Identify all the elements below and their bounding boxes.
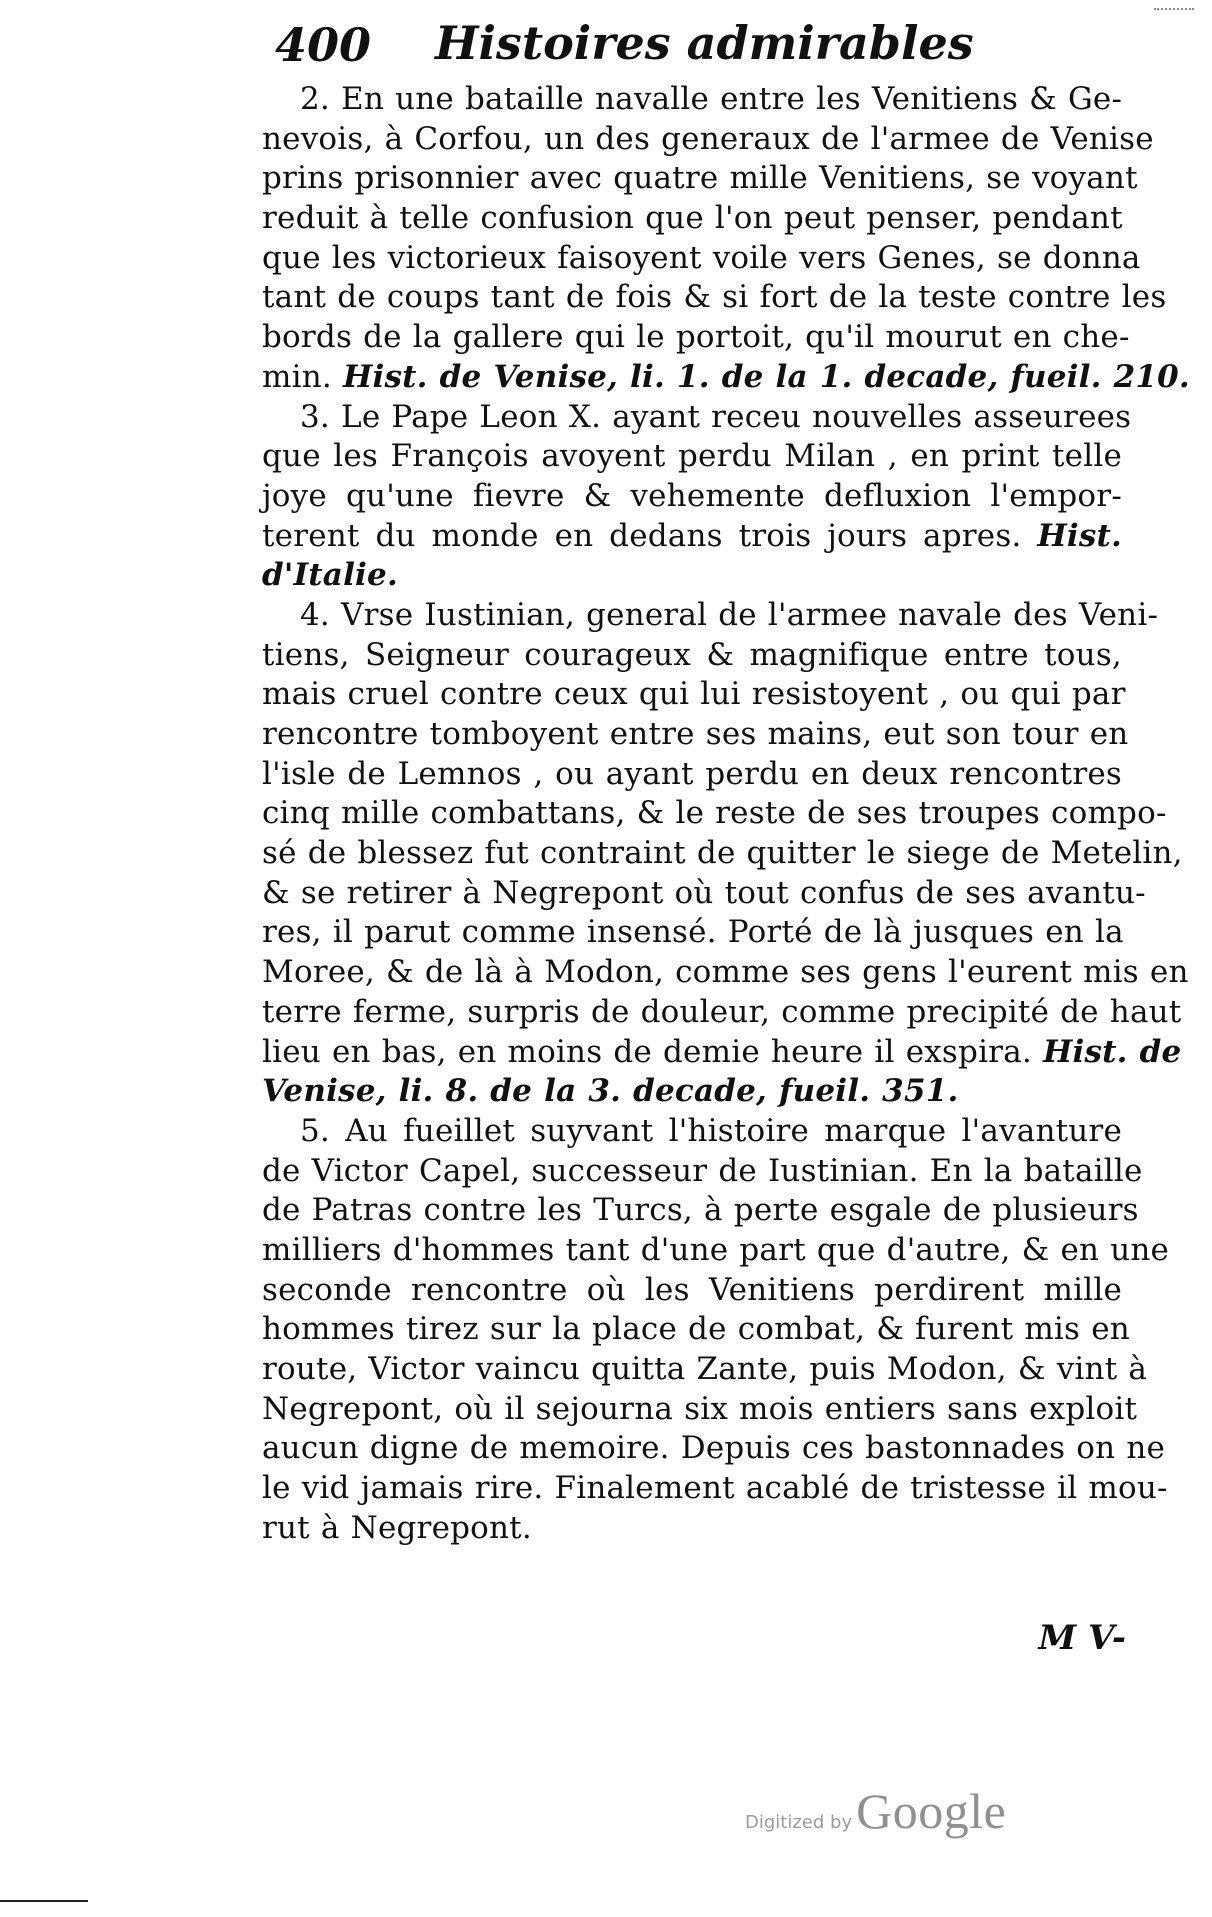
text-line: de Patras contre les Turcs, à perte esgale de plusieurs bbox=[262, 1192, 1139, 1229]
text-line: & se retirer à Negrepont où tout confus de ses avantu- bbox=[262, 874, 1146, 911]
text-line: de Victor Capel, successeur de Iustinian. En la bataille bbox=[262, 1152, 1143, 1189]
catchword: M V- bbox=[1038, 1618, 1126, 1658]
text-line: tiens, Seigneur courageux & magnifique entre tous, bbox=[262, 636, 1122, 673]
citation: Venise, li. 8. de la 3. decade, fueil. 351. bbox=[262, 1073, 959, 1110]
text-line: route, Victor vaincu quitta Zante, puis Modon, & vint à bbox=[262, 1351, 1148, 1387]
text-line bbox=[262, 517, 1122, 557]
corner-mark bbox=[1154, 0, 1194, 10]
text-line: joye qu'une fievre & vehemente defluxion l'empor- bbox=[262, 477, 1122, 514]
text-line: aucun digne de memoire. Depuis ces bastonnades on ne bbox=[262, 1430, 1166, 1467]
text-line: nevois, à Corfou, un des generaux de l'armee de Venise bbox=[262, 120, 1154, 157]
text-line: Moree, & de là à Modon, comme ses gens l'eurent mis en bbox=[262, 954, 1189, 991]
text-line: bords de la gallere qui le portoit, qu'il mourut en che- bbox=[262, 319, 1130, 356]
running-title: Histoires admirables bbox=[435, 16, 974, 70]
text-line: le vid jamais rire. Finalement acablé de tristesse il mou- bbox=[262, 1470, 1168, 1507]
watermark-brand: Google bbox=[856, 1783, 1007, 1839]
text-line: res, il parut comme insensé. Porté de là jusques en la bbox=[262, 914, 1124, 951]
citation: Hist. bbox=[1037, 517, 1122, 554]
text-line bbox=[262, 358, 1190, 398]
bottom-rule bbox=[0, 1900, 88, 1902]
text-line: 2. En une bataille navalle entre les Venitiens & Ge- bbox=[300, 81, 1123, 117]
text-line: sé de blessez fut contraint de quitter le siege de Metelin, bbox=[262, 835, 1183, 872]
text-line: que les François avoyent perdu Milan , en print telle bbox=[262, 438, 1122, 475]
citation: Hist. de bbox=[1043, 1033, 1182, 1070]
text-line: rut à Negrepont. bbox=[262, 1509, 532, 1546]
text-line bbox=[262, 1072, 1122, 1112]
digitized-watermark bbox=[745, 1782, 1006, 1842]
text-line bbox=[262, 1033, 1182, 1073]
text-line: 4. Vrse Iustinian, general de l'armee navale des Veni- bbox=[300, 596, 1159, 633]
citation: Hist. de Venise, li. 1. de la 1. decade, fueil. 210. bbox=[342, 358, 1190, 395]
text-line: 5. Au fueillet suyvant l'histoire marque l'avanture bbox=[300, 1112, 1122, 1149]
text-fragment: lieu en bas, en moins de demie heure il exspira. bbox=[262, 1033, 1043, 1070]
text-line: hommes tirez sur la place de combat, & furent mis en bbox=[262, 1311, 1130, 1348]
body-text bbox=[262, 80, 1190, 1548]
page-number: 400 bbox=[275, 18, 372, 72]
text-line: prins prisonnier avec quatre mille Venitiens, se voyant bbox=[262, 160, 1138, 197]
watermark-prefix: Digitized by bbox=[745, 1812, 853, 1833]
text-fragment: min. bbox=[262, 358, 343, 395]
text-line: tant de coups tant de fois & si fort de la teste contre les bbox=[262, 279, 1167, 316]
citation: d'Italie. bbox=[262, 557, 398, 594]
text-line: rencontre tomboyent entre ses mains, eut son tour en bbox=[262, 716, 1129, 752]
text-line: mais cruel contre ceux qui lui resistoyent , ou qui par bbox=[262, 676, 1126, 713]
text-line: terre ferme, surpris de douleur, comme precipité de haut bbox=[262, 993, 1182, 1030]
page-header bbox=[275, 16, 974, 88]
text-line: reduit à telle confusion que l'on peut penser, pendant bbox=[262, 200, 1123, 237]
text-line: que les victorieux faisoyent voile vers Genes, se donna bbox=[262, 239, 1141, 276]
text-line: Negrepont, où il sejourna six mois entiers sans exploit bbox=[262, 1390, 1138, 1427]
text-fragment: terent du monde en dedans trois jours apres. bbox=[262, 517, 1038, 554]
text-line bbox=[262, 556, 1122, 596]
text-line: cinq mille combattans, & le reste de ses troupes compo- bbox=[262, 795, 1167, 832]
text-line: seconde rencontre où les Venitiens perdirent mille bbox=[262, 1271, 1122, 1308]
text-line: milliers d'hommes tant d'une part que d'autre, & en une bbox=[262, 1231, 1170, 1268]
text-line: l'isle de Lemnos , ou ayant perdu en deux rencontres bbox=[262, 755, 1122, 792]
text-line: 3. Le Pape Leon X. ayant receu nouvelles asseurees bbox=[300, 398, 1132, 435]
